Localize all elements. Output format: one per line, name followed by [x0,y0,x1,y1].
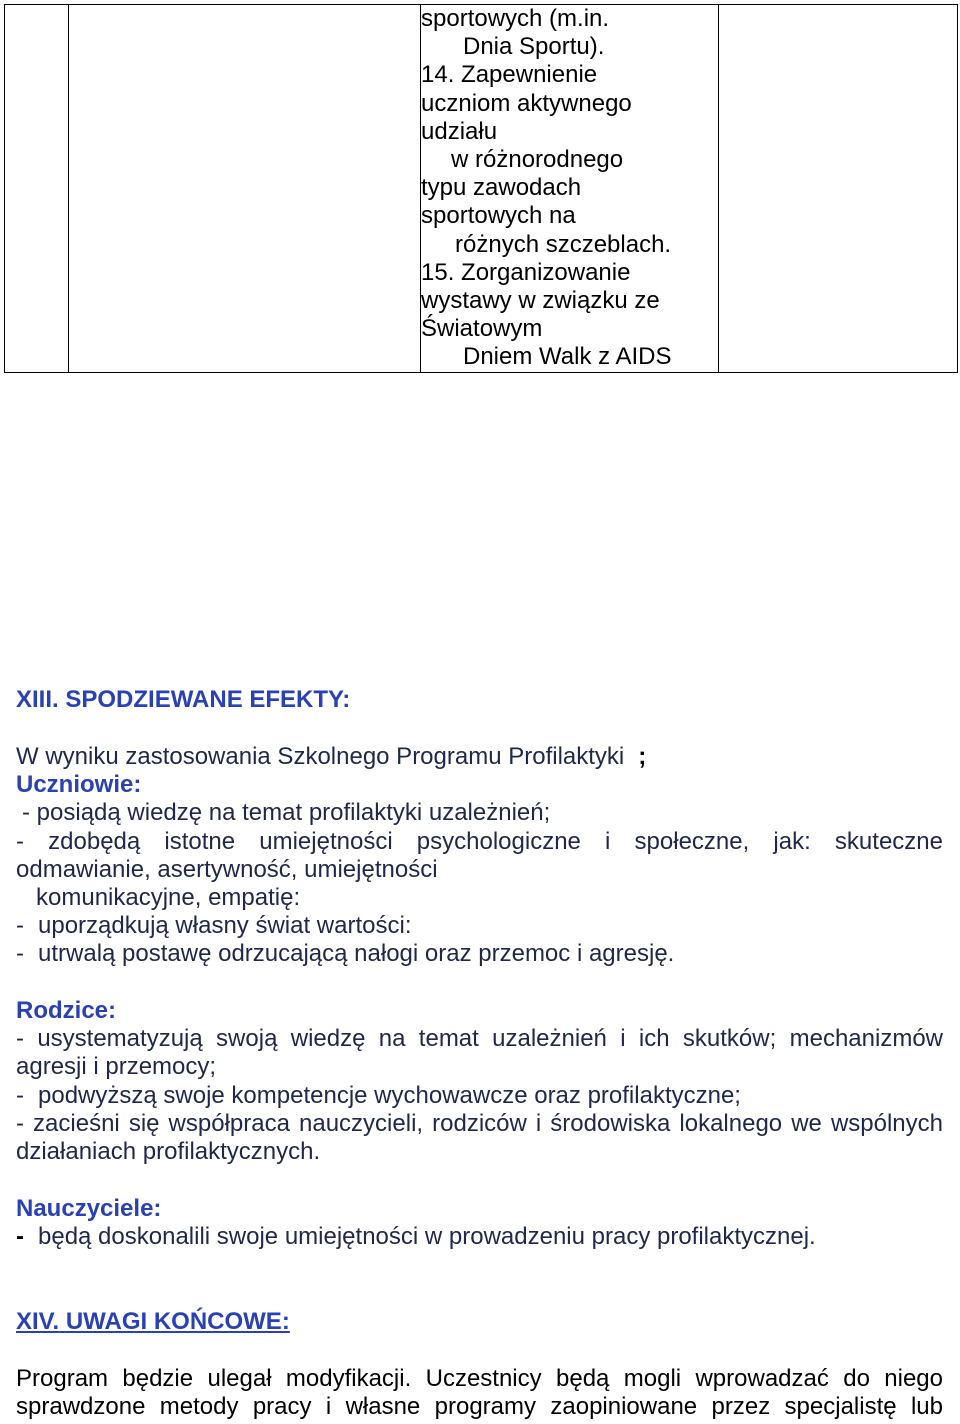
teachers-block [16,1195,943,1251]
list-item-text: uporządkują własny świat wartości: [38,912,412,940]
list-item-continuation: działaniach profilaktycznych. [16,1138,321,1166]
students-block [16,743,943,969]
section-number: XIV. [16,1308,60,1335]
students-heading: Uczniowie: [16,771,142,799]
table-cell-line: udziału [421,117,498,145]
table-cell-line: uczniom aktywnego [421,89,632,117]
table-cell-line: Dnia Sportu). [463,33,605,61]
final-remarks-paragraph [16,1365,943,1421]
program-table [4,4,958,373]
list-item-text: będą doskonalili swoje umiejętności w prowadzeniu pracy profilaktycznej. [38,1223,816,1251]
list-item-text: podwyższą swoje kompetencje wychowawcze oraz profilaktyczne; [38,1081,741,1109]
table-cell-line: 15. Zorganizowanie [421,258,631,286]
list-item: - usystematyzują swoją wiedzę na temat uzależnień i ich skutków; mechanizmów [16,1025,943,1053]
table-cell-line: Światowym [421,315,543,343]
table-cell-line: Dniem Walk z AIDS [463,343,672,371]
table-cell-empty [69,5,421,373]
list-item-text: utrwalą postawę odrzucającą nałogi oraz przemoc i agresję. [38,940,675,968]
table-cell-line: w różnorodnego [451,146,624,174]
section-heading-xiv [16,1308,943,1336]
table-cell-empty [5,5,69,373]
intro-semicolon: ; [638,743,647,770]
list-dash: - [16,1223,24,1251]
table-cell-line: sportowych (m.in. [421,5,610,32]
table-row [5,5,958,373]
list-item: - zacieśni się współpraca nauczycieli, rodziców i środowiska lokalnego we wspólnych [16,1109,943,1137]
section-heading-xiii [16,686,943,714]
list-item: - zdobędą istotne umiejętności psychologiczne i społeczne, jak: skuteczne [16,827,943,855]
section-title: SPODZIEWANE EFEKTY: [65,686,351,713]
list-item-continuation: odmawianie, asertywność, umiejętności [16,855,438,883]
section-number: XIII. [16,686,59,713]
list-item [16,912,943,940]
parents-block [16,997,943,1166]
list-item-continuation: komunikacyjne, empatię: [36,884,301,912]
intro-text: W wyniku zastosowania Szkolnego Programu Profilaktyki [16,743,625,770]
list-dash: - [16,1081,24,1109]
parents-heading: Rodzice: [16,997,117,1024]
list-item [16,940,943,968]
intro-line [16,743,943,771]
section-title: UWAGI KOŃCOWE: [65,1308,290,1335]
list-item-continuation: agresji i przemocy; [16,1053,217,1081]
teachers-heading: Nauczyciele: [16,1195,162,1222]
table-cell-line: sportowych na [421,202,576,230]
table-cell-text [421,5,719,373]
section-heading-line [16,1308,943,1336]
paragraph-line: sprawdzone metody pracy i własne programy zaopiniowane przez specjalistę lub [16,1393,943,1421]
list-item [16,1082,943,1110]
table-cell-line: wystawy w związku ze [421,287,660,315]
paragraph-line: Program będzie ulegał modyfikacji. Uczestnicy będą mogli wprowadzać do niego [16,1365,943,1392]
table-cell-line: 14. Zapewnienie [421,61,598,89]
list-item [16,1223,943,1251]
list-dash: - [16,940,24,968]
table-cell-empty [719,5,958,373]
list-item: - posiądą wiedzę na temat profilaktyki uzależnień; [22,799,551,827]
list-dash: - [16,912,24,940]
section-heading-line [16,686,943,714]
table-cell-line: typu zawodach [421,174,582,202]
table-cell-line: różnych szczeblach. [455,230,672,258]
